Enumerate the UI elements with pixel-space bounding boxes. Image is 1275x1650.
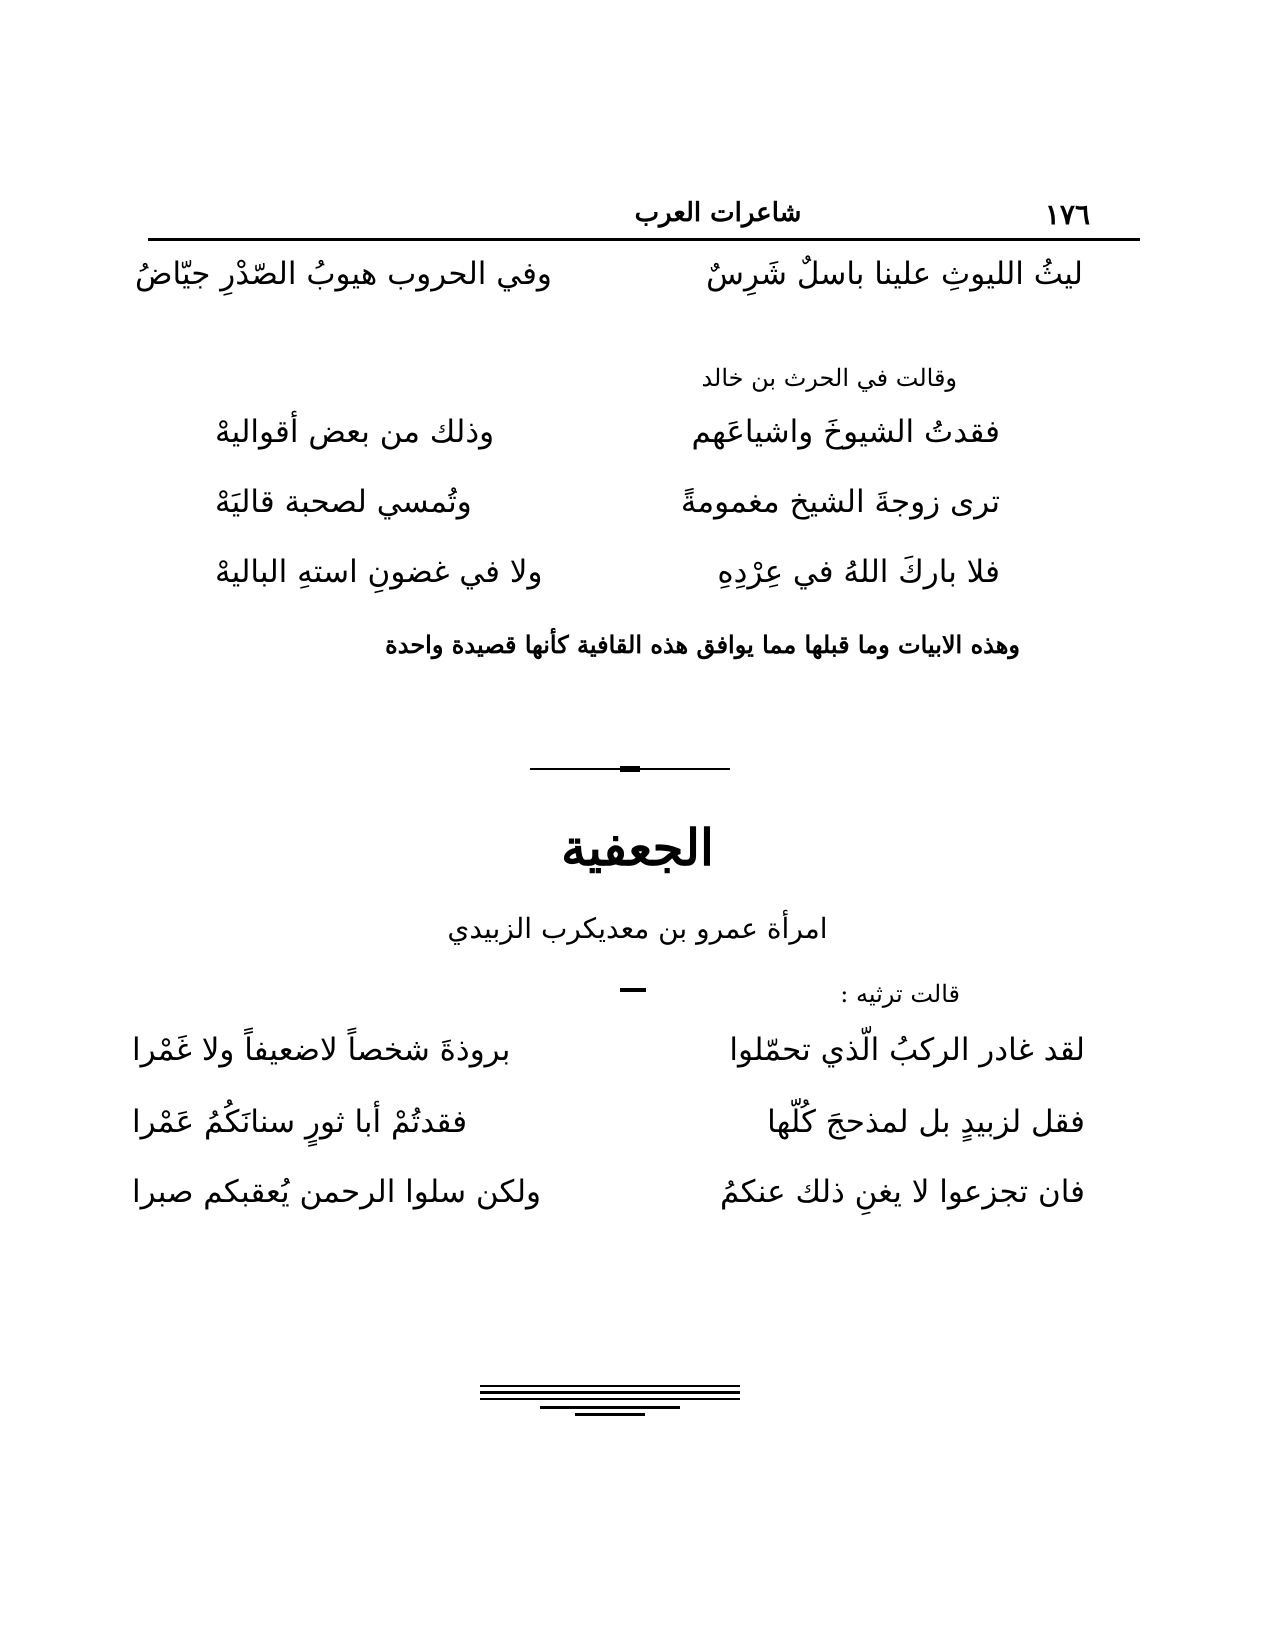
end-ornament (480, 1385, 740, 1421)
section-subtitle: امرأة عمرو بن معديكرب الزبيدي (447, 912, 828, 945)
poem2-verse-2-second: فقدتُمْ أبا ثورٍ سنانَكُمُ عَمْرا (132, 1104, 468, 1140)
section-separator (530, 768, 730, 770)
poem1-verse-1-first: فقدتُ الشيوخَ واشياعَهم (691, 414, 1000, 450)
poem2-verse-2-first: فقل لزبيدٍ بل لمذحجَ كُلّها (767, 1104, 1085, 1140)
poem1-verse-3-second: ولا في غضونِ استهِ الباليهْ (215, 554, 543, 590)
subtitle-dash (620, 988, 646, 992)
page-number: ١٧٦ (1044, 198, 1090, 231)
section-title: الجعفية (561, 818, 714, 877)
poem1-intro: وقالت في الحرث بن خالد (701, 364, 957, 392)
running-title: شاعرات العرب (634, 198, 802, 228)
poem2-verse-3-first: فان تجزعوا لا يغنِ ذلك عنكمُ (719, 1174, 1085, 1210)
editor-note: وهذه الابيات وما قبلها مما يوافق هذه القافية كأنها قصيدة واحدة (385, 630, 1020, 659)
page-header (148, 198, 1140, 232)
poem2-verse-3-second: ولكن سلوا الرحمن يُعقبكم صبرا (132, 1174, 542, 1210)
poem2-verse-1-first: لقد غادر الركبُ الّذي تحمّلوا (729, 1032, 1085, 1068)
poem1-verse-2-first: ترى زوجةَ الشيخ مغمومةً (680, 484, 1000, 520)
poem2-intro: قالت ترثيه : (840, 980, 960, 1008)
opening-verse-first-hemistich: ليثُ الليوثِ علينا باسلٌ شَرِسٌ (706, 256, 1083, 292)
poem1-verse-3-first: فلا باركَ اللهُ في عِرْدِهِ (717, 554, 1000, 590)
poem2-verse-1-second: بروذةَ شخصاً لاضعيفاً ولا غَمْرا (132, 1032, 511, 1068)
opening-verse-second-hemistich: وفي الحروب هيوبُ الصّدْرِ جيّاضُ (135, 256, 552, 292)
header-rule (148, 238, 1140, 241)
poem1-verse-2-second: وتُمسي لصحبة قاليَهْ (215, 484, 472, 520)
poem1-verse-1-second: وذلك من بعض أقواليهْ (215, 414, 495, 450)
